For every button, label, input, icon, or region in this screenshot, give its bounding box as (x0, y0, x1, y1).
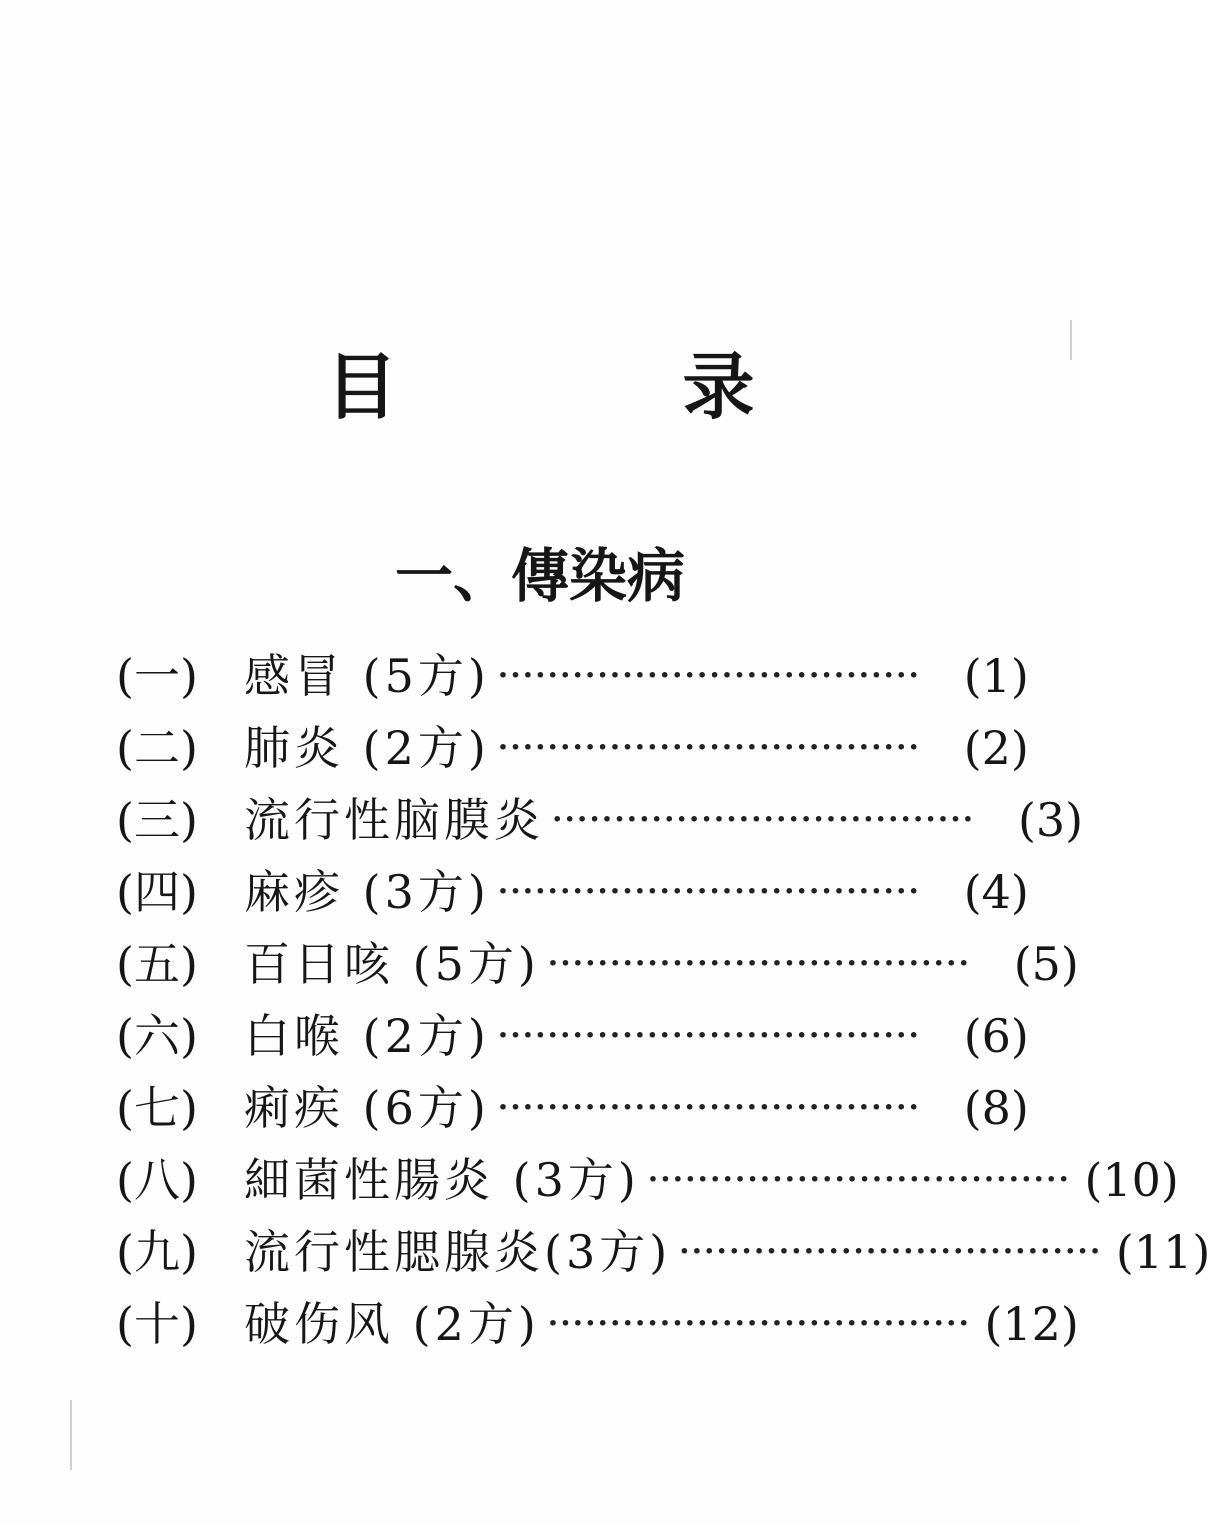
dot-leader: ·································· (547, 1306, 971, 1341)
entry-number: (七) (116, 1081, 198, 1135)
dot-leader: ·································· (552, 802, 976, 837)
entry-title: 白喉 (2方) (244, 1009, 490, 1063)
toc-entry (116, 640, 1029, 712)
toc-entry (116, 1144, 1179, 1216)
entry-page: (11) (1115, 1225, 1210, 1279)
dot-leader: ·································· (497, 1018, 921, 1053)
entry-number: (三) (116, 793, 198, 847)
toc-entry (116, 1072, 1029, 1144)
dot-leader: ·································· (497, 874, 921, 909)
entry-page: (12) (984, 1297, 1079, 1351)
page-title: 目 录 (325, 345, 885, 429)
entry-number: (一) (116, 649, 198, 703)
entry-title: 破伤风 (2方) (244, 1297, 540, 1351)
entry-title: 痢疾 (6方) (244, 1081, 490, 1135)
dot-leader: ·································· (647, 1162, 1071, 1197)
dot-leader: ·································· (547, 946, 971, 981)
entry-number: (五) (116, 937, 198, 991)
toc-entry (116, 1216, 1210, 1288)
entry-title: 流行性脑膜炎 (244, 793, 544, 847)
entry-page: (1) (963, 649, 1029, 703)
dot-leader: ·································· (497, 730, 921, 765)
toc-entry (116, 784, 1084, 856)
dot-leader: ·································· (679, 1234, 1103, 1269)
entry-page: (6) (963, 1009, 1029, 1063)
dot-leader: ·································· (497, 658, 921, 693)
scan-edge-mark (70, 1400, 72, 1470)
toc-entry (116, 1288, 1079, 1360)
entry-number: (四) (116, 865, 198, 919)
entry-title: 細菌性腸炎 (3方) (244, 1153, 640, 1207)
entry-page: (10) (1084, 1153, 1179, 1207)
entry-page: (2) (963, 721, 1029, 775)
entry-number: (六) (116, 1009, 198, 1063)
entry-number: (十) (116, 1297, 198, 1351)
entry-title: 流行性腮腺炎(3方) (244, 1225, 672, 1279)
dot-leader: ·································· (497, 1090, 921, 1125)
table-of-contents (116, 640, 1210, 1360)
entry-page: (4) (963, 865, 1029, 919)
entry-number: (九) (116, 1225, 198, 1279)
entry-number: (八) (116, 1153, 198, 1207)
section-heading: 一、傳染病 (394, 542, 685, 610)
entry-title: 麻疹 (3方) (244, 865, 490, 919)
toc-entry (116, 712, 1029, 784)
toc-entry (116, 856, 1029, 928)
entry-page: (8) (963, 1081, 1029, 1135)
entry-title: 百日咳 (5方) (244, 937, 540, 991)
entry-title: 肺炎 (2方) (244, 721, 490, 775)
toc-entry (116, 928, 1079, 1000)
entry-number: (二) (116, 721, 198, 775)
entry-page: (5) (1013, 937, 1079, 991)
entry-title: 感冒 (5方) (244, 649, 490, 703)
toc-entry (116, 1000, 1029, 1072)
entry-page: (3) (1017, 793, 1084, 847)
